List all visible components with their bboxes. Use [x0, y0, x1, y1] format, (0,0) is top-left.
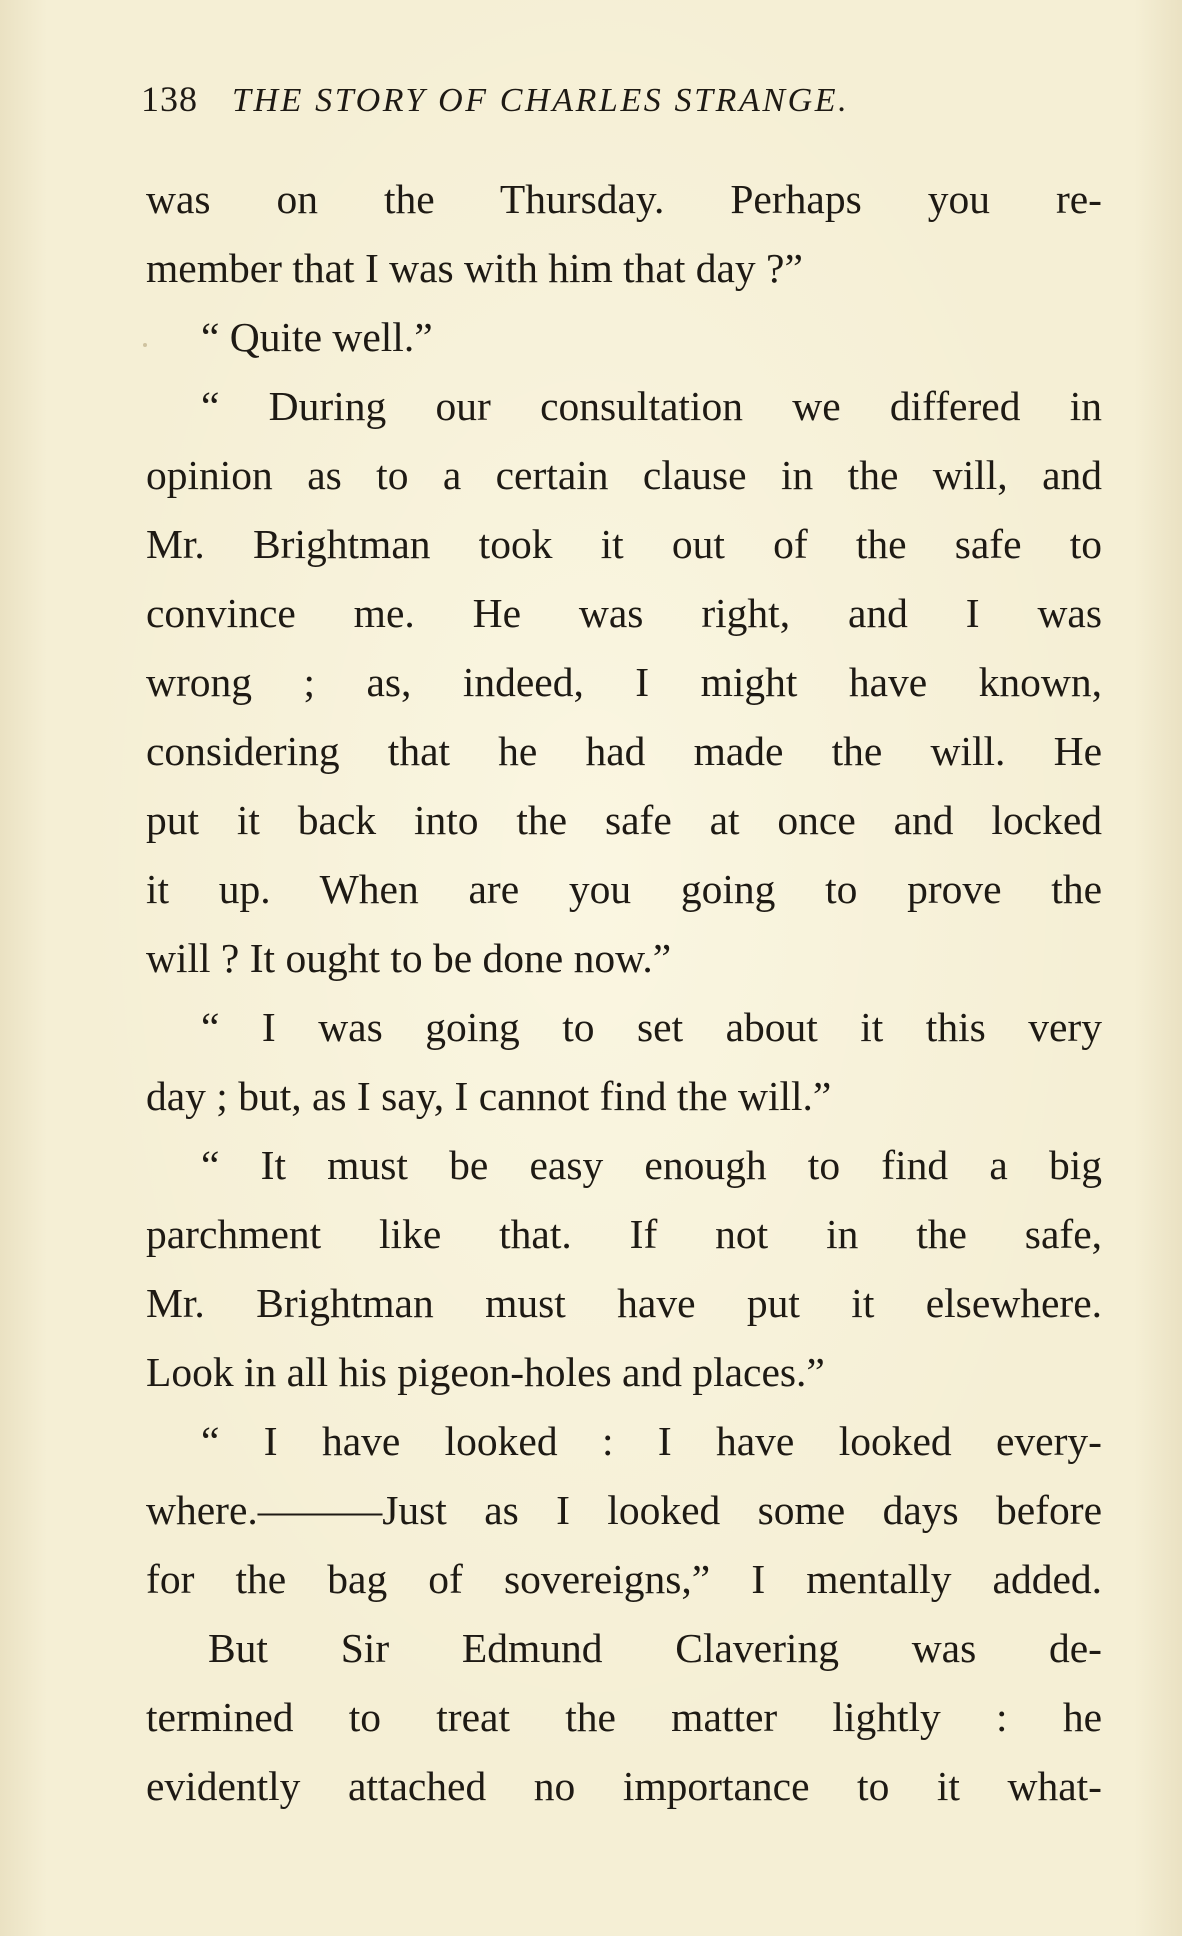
text-line: Mr. Brightman took it out of the safe to	[146, 521, 1102, 567]
text-line: will ? It ought to be done now.”	[146, 935, 672, 981]
text-line: “ Quite well.”	[201, 314, 433, 360]
text-line: member that I was with him that day ?”	[146, 245, 803, 291]
text-line: put it back into the safe at once and locked	[146, 797, 1102, 843]
page-header	[141, 78, 1001, 128]
text-line: “ During our consultation we differed in	[201, 383, 1102, 429]
text-line: “ I was going to set about it this very	[201, 1004, 1102, 1050]
body-text	[146, 165, 1102, 1821]
text-line: parchment like that. If not in the safe,	[146, 1211, 1102, 1257]
text-line: evidently attached no importance to it what-	[146, 1763, 1102, 1809]
text-line: opinion as to a certain clause in the will, and	[146, 452, 1102, 498]
running-head: THE STORY OF CHARLES STRANGE.	[232, 82, 850, 119]
text-line: it up. When are you going to prove the	[146, 866, 1102, 912]
text-line: termined to treat the matter lightly : he	[146, 1694, 1102, 1740]
text-line: wrong ; as, indeed, I might have known,	[146, 659, 1102, 705]
text-line: where.———Just as I looked some days before	[146, 1487, 1102, 1533]
text-line: day ; but, as I say, I cannot find the will.”	[146, 1073, 832, 1119]
text-line: convince me. He was right, and I was	[146, 590, 1102, 636]
text-line: was on the Thursday. Perhaps you re-	[146, 176, 1102, 222]
text-line: But Sir Edmund Clavering was de-	[208, 1625, 1102, 1671]
text-line: “ It must be easy enough to find a big	[201, 1142, 1102, 1188]
text-line: for the bag of sovereigns,” I mentally added.	[146, 1556, 1102, 1602]
page-number: 138	[141, 79, 198, 119]
text-line: Mr. Brightman must have put it elsewhere.	[146, 1280, 1102, 1326]
text-line: considering that he had made the will. He	[146, 728, 1102, 774]
text-line: “ I have looked : I have looked every-	[201, 1418, 1102, 1464]
text-line: Look in all his pigeon-holes and places.”	[146, 1349, 825, 1395]
